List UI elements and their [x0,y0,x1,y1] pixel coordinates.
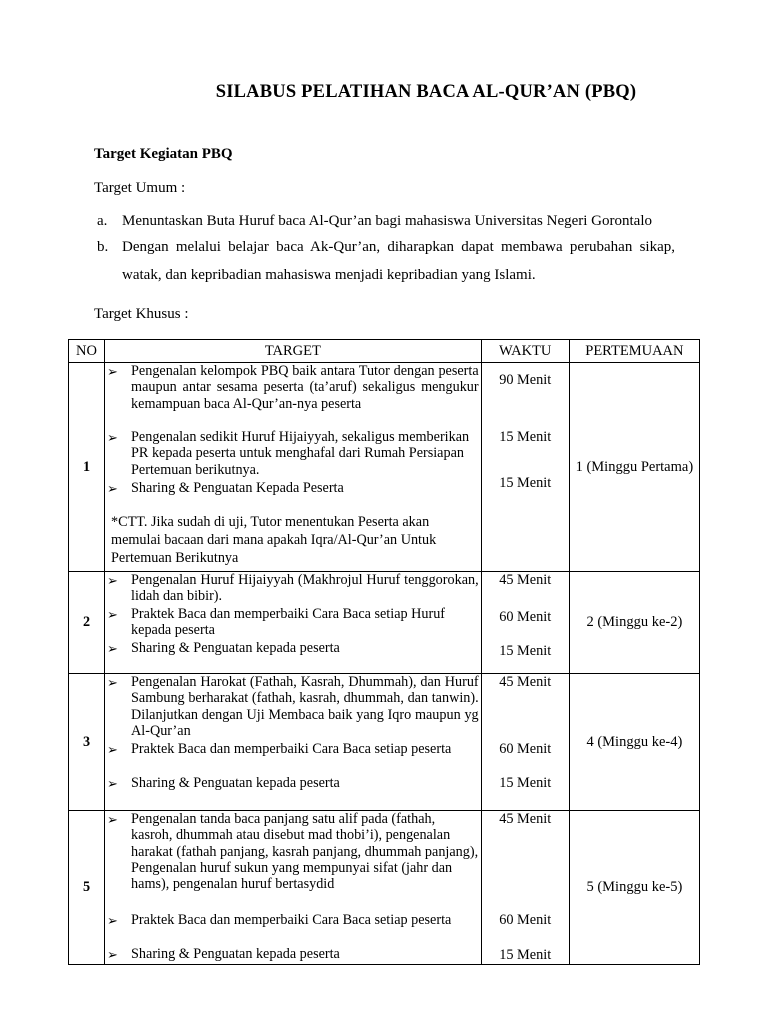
target-note: *CTT. Jika sudah di uji, Tutor menentukan Peserta akan memulai bacaan dari mana apakah Iqra/Al-Qur’an Untuk Pertemuan Berikutnya [111,514,437,566]
arrow-bullet-icon: ➢ [107,573,118,588]
target-item: Pengenalan Harokat (Fathah, Kasrah, Dhummah), dan Huruf Sambung berharakat (fathah, kasrah, dhummah, dan tanwin). Dilanjutkan dengan Uji Membaca baik yang Iqro maupun yg Al-Qur’an [131,674,479,739]
target-item: Sharing & Penguatan kepada peserta [131,775,340,791]
target-item: Pengenalan sedikit Huruf Hijaiyyah, sekaligus memberikan PR kepada peserta untuk menghafal dari Rumah Persiapan Pertemuan berikutnya. [131,429,470,478]
table-header-row [69,340,700,363]
duration: 60 Menit [499,912,552,928]
pertemuan-cell: 5 (Minggu ke-5) [569,811,699,965]
header-target: TARGET [105,340,482,363]
target-cell [105,811,482,965]
header-pertemuan: PERTEMUAAN [569,340,699,363]
row-number: 2 [69,572,105,674]
document-title: SILABUS PELATIHAN BACA AL-QUR’AN (PBQ) [215,82,637,102]
arrow-bullet-icon: ➢ [107,742,118,757]
duration: 45 Menit [499,674,552,690]
arrow-bullet-icon: ➢ [107,812,118,827]
arrow-bullet-icon: ➢ [107,430,118,445]
target-item: Praktek Baca dan memperbaiki Cara Baca setiap peserta [131,912,452,928]
waktu-cell [481,363,569,572]
waktu-cell [481,572,569,674]
duration: 60 Menit [499,609,552,625]
row-number: 5 [69,811,105,965]
target-khusus-label: Target Khusus : [94,306,189,322]
list-marker: b. [97,239,109,255]
target-item: Praktek Baca dan memperbaiki Cara Baca setiap Huruf kepada peserta [131,606,446,639]
duration: 15 Menit [499,475,552,491]
table-row [69,674,700,811]
duration: 60 Menit [499,741,552,757]
target-item: Praktek Baca dan memperbaiki Cara Baca setiap peserta [131,741,452,757]
pertemuan-cell: 2 (Minggu ke-2) [569,572,699,674]
arrow-bullet-icon: ➢ [107,947,118,962]
duration: 15 Menit [499,775,552,791]
arrow-bullet-icon: ➢ [107,641,118,656]
header-no: NO [69,340,105,363]
arrow-bullet-icon: ➢ [107,364,118,379]
syllabus-table [68,339,700,965]
arrow-bullet-icon: ➢ [107,913,118,928]
table-row [69,363,700,572]
pertemuan-cell: 4 (Minggu ke-4) [569,674,699,811]
target-item: Pengenalan Huruf Hijaiyyah (Makhrojul Huruf tenggorokan, lidah dan bibir). [131,572,479,605]
duration: 45 Menit [499,811,552,827]
duration: 15 Menit [499,643,552,659]
header-waktu: WAKTU [481,340,569,363]
section-heading: Target Kegiatan PBQ [94,146,233,162]
target-item: Pengenalan kelompok PBQ baik antara Tutor dengan peserta maupun antar sesama peserta (ta’aruf) sekaligus mengukur kemampuan baca Al-Qur’an-nya peserta [131,363,479,412]
target-umum-label: Target Umum : [94,180,186,196]
row-number: 1 [69,363,105,572]
duration: 15 Menit [499,947,552,963]
target-item: Sharing & Penguatan kepada peserta [131,640,340,656]
duration: 90 Menit [499,372,552,388]
list-text: Menuntaskan Buta Huruf baca Al-Qur’an bagi mahasiswa Universitas Negeri Gorontalo [122,213,652,229]
target-cell [105,572,482,674]
table-row [69,572,700,674]
target-item: Sharing & Penguatan Kepada Peserta [131,480,344,496]
target-cell [105,363,482,572]
arrow-bullet-icon: ➢ [107,675,118,690]
duration: 45 Menit [499,572,552,588]
arrow-bullet-icon: ➢ [107,481,118,496]
table-row [69,811,700,965]
list-marker: a. [97,213,108,229]
arrow-bullet-icon: ➢ [107,776,118,791]
target-item: Pengenalan tanda baca panjang satu alif pada (fathah, kasroh, dhummah atau disebut mad thobi’i), pengenalan harakat (fathah panjang, kasrah panjang, dhummah panjang), Pengenalan huruf sukun yang mempunyai sifat (jahr dan hams), pengenalan huruf bertasydid [131,811,479,893]
duration: 15 Menit [499,429,552,445]
waktu-cell [481,811,569,965]
target-umum-item-b [97,233,687,293]
target-cell [105,674,482,811]
pertemuan-cell: 1 (Minggu Pertama) [569,363,699,572]
target-item: Sharing & Penguatan kepada peserta [131,946,340,962]
row-number: 3 [69,674,105,811]
waktu-cell [481,674,569,811]
arrow-bullet-icon: ➢ [107,607,118,622]
list-text: Dengan melalui belajar baca Ak-Qur’an, diharapkan dapat membawa perubahan sikap, watak, dan kepribadian mahasiswa menjadi kepribadian yang Islami. [122,239,675,283]
